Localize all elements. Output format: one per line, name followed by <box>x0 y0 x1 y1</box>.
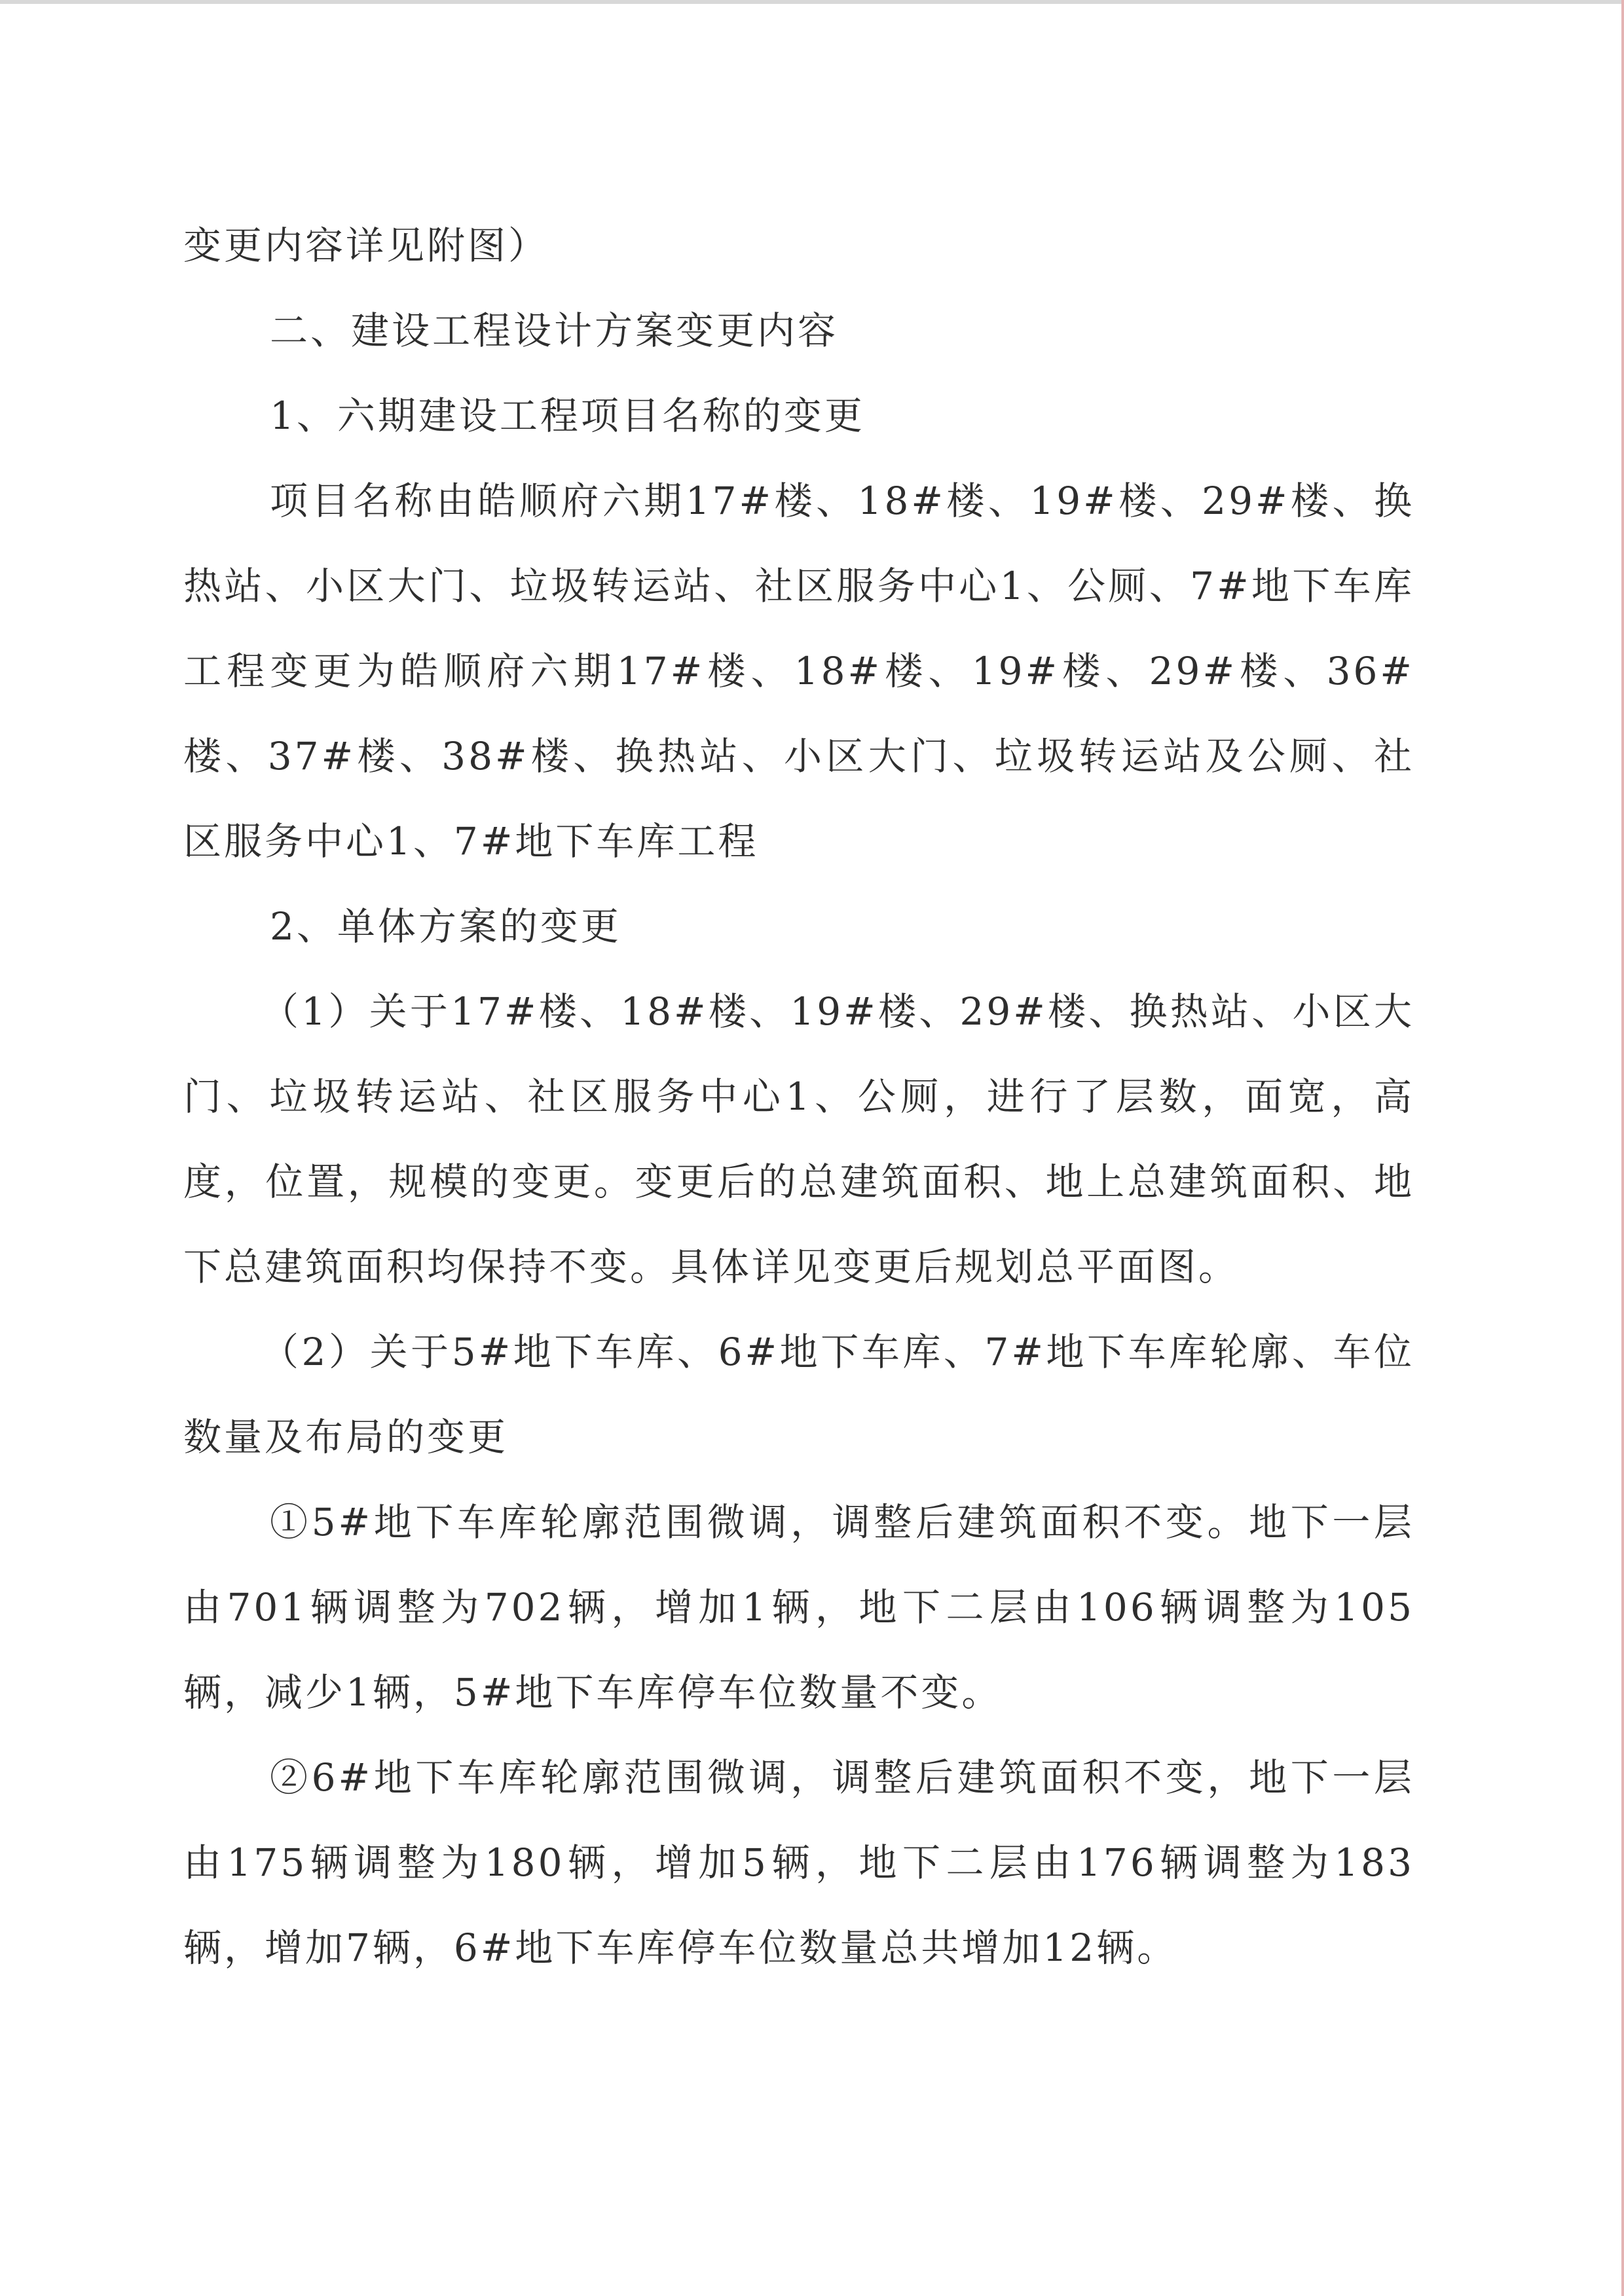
paragraph-project-name-change: 项目名称由皓顺府六期17#楼、18#楼、19#楼、29#楼、换热站、小区大门、垃圾转运站、社区服务中心1、公厕、7#地下车库工程变更为皓顺府六期17#楼、18#楼、19#楼、29#楼、36#楼、37#楼、38#楼、换热站、小区大门、垃圾转运站及公厕、社区服务中心1、7#地下车库工程 <box>183 479 1414 864</box>
page-top-edge <box>0 0 1624 4</box>
subheading-building-scheme-change: 2、单体方案的变更 <box>270 904 621 949</box>
paragraph-garage-change-2: （2）关于5#地下车库、6#地下车库、7#地下车库轮廓、车位数量及布局的变更 <box>183 1330 1414 1459</box>
subheading-project-name-change: 1、六期建设工程项目名称的变更 <box>270 393 865 438</box>
section-heading-design-changes: 二、建设工程设计方案变更内容 <box>270 308 839 353</box>
page-right-edge <box>1621 0 1624 2296</box>
paragraph-garage-5: ①5#地下车库轮廓范围微调，调整后建筑面积不变。地下一层由701辆调整为702辆，增加1辆，地下二层由106辆调整为105辆，减少1辆，5#地下车库停车位数量不变。 <box>183 1500 1414 1715</box>
paragraph-building-change-1: （1）关于17#楼、18#楼、19#楼、29#楼、换热站、小区大门、垃圾转运站、社区服务中心1、公厕，进行了层数，面宽，高度，位置，规模的变更。变更后的总建筑面积、地上总建筑面积、地下总建筑面积均保持不变。具体详见变更后规划总平面图。 <box>183 989 1414 1289</box>
paragraph-garage-6: ②6#地下车库轮廓范围微调，调整后建筑面积不变，地下一层由175辆调整为180辆，增加5辆，地下二层由176辆调整为183辆，增加7辆，6#地下车库停车位数量总共增加12辆。 <box>183 1755 1414 1970</box>
paragraph-continuation: 变更内容详见附图） <box>183 223 549 268</box>
document-body <box>183 203 1414 1990</box>
